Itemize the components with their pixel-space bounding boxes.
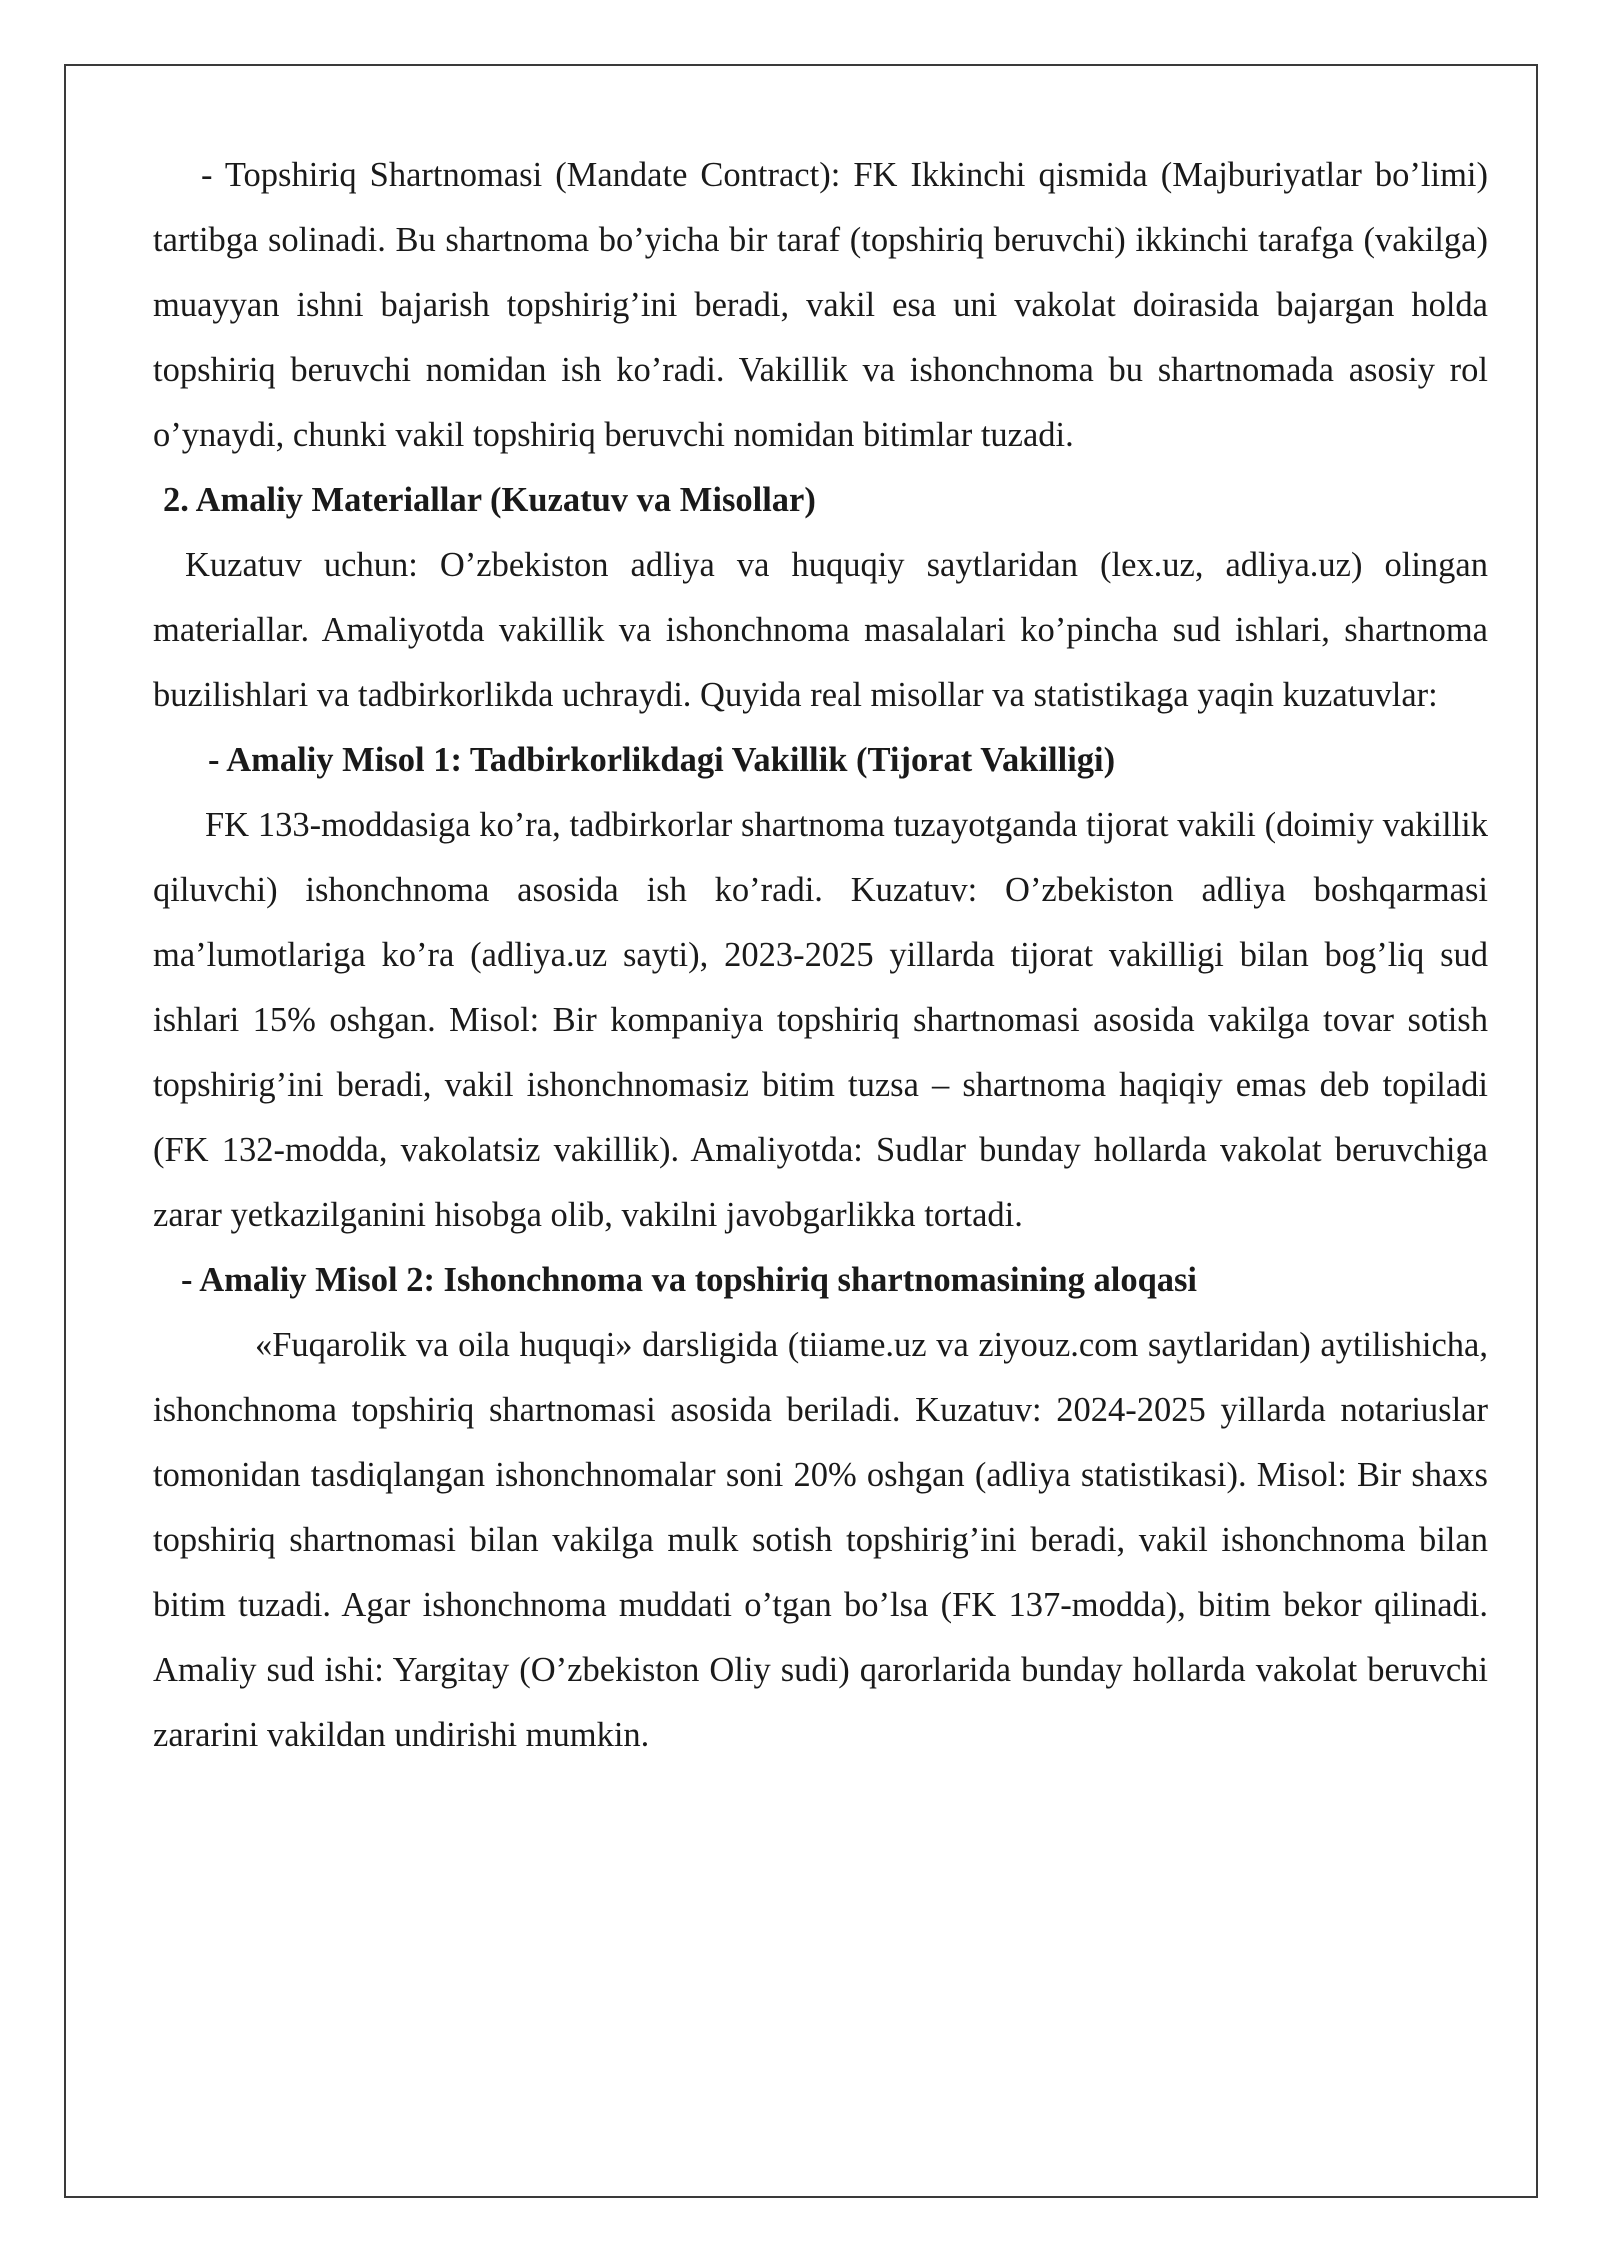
example-2-heading: - Amaliy Misol 2: Ishonchnoma va topshiriq shartnomasining aloqasi [181, 1261, 1198, 1299]
example-1-heading: - Amaliy Misol 1: Tadbirkorlikdagi Vakillik (Tijorat Vakilligi) [208, 741, 1116, 779]
observation-intro-paragraph: Kuzatuv uchun: O’zbekiston adliya va huquqiy saytlaridan (lex.uz, adliya.uz) olingan materiallar. Amaliyotda vakillik va ishonchnoma masalalari ko’pincha sud ishlari, shartnoma buzilishlari va tadbirkorlikda uchraydi. Quyida real misollar va statistikaga yaqin kuzatuvlar: [153, 546, 1488, 714]
example-2-paragraph: «Fuqarolik va oila huquqi» darsligida (tiiame.uz va ziyouz.com saytlaridan) aytilishicha, ishonchnoma topshiriq shartnomasi asosida beriladi. Kuzatuv: 2024-2025 yillarda notariuslar tomonidan tasdiqlangan ishonchnomalar soni 20% oshgan (adliya statistikasi). Misol: Bir shaxs topshiriq shartnomasi bilan vakilga mulk sotish topshirig’ini beradi, vakil ishonchnoma bilan bitim tuzadi. Agar ishonchnoma muddati o’tgan bo’lsa (FK 137-modda), bitim bekor qilinadi. Amaliy sud ishi: Yargitay (O’zbekiston Oliy sudi) qarorlarida bunday hollarda vakolat beruvchi zararini vakildan undirishi mumkin. [153, 1326, 1488, 1754]
document-body [153, 143, 1488, 1768]
mandate-contract-paragraph: - Topshiriq Shartnomasi (Mandate Contract): FK Ikkinchi qismida (Majburiyatlar bo’limi) tartibga solinadi. Bu shartnoma bo’yicha bir taraf (topshiriq beruvchi) ikkinchi tarafga (vakilga) muayyan ishni bajarish topshirig’ini beradi, vakil esa uni vakolat doirasida bajargan holda topshiriq beruvchi nomidan ish ko’radi. Vakillik va ishonchnoma bu shartnomada asosiy rol o’ynaydi, chunki vakil topshiriq beruvchi nomidan bitimlar tuzadi. [153, 156, 1488, 454]
example-1-paragraph: FK 133-moddasiga ko’ra, tadbirkorlar shartnoma tuzayotganda tijorat vakili (doimiy vakillik qiluvchi) ishonchnoma asosida ish ko’radi. Kuzatuv: O’zbekiston adliya boshqarmasi ma’lumotlariga ko’ra (adliya.uz sayti), 2023-2025 yillarda tijorat vakilligi bilan bog’liq sud ishlari 15% oshgan. Misol: Bir kompaniya topshiriq shartnomasi asosida vakilga tovar sotish topshirig’ini beradi, vakil ishonchnomasiz bitim tuzsa – shartnoma haqiqiy emas deb topiladi (FK 132-modda, vakolatsiz vakillik). Amaliyotda: Sudlar bunday hollarda vakolat beruvchiga zarar yetkazilganini hisobga olib, vakilni javobgarlikka tortadi. [153, 806, 1488, 1234]
section-heading-practical-materials: 2. Amaliy Materiallar (Kuzatuv va Misollar) [163, 481, 816, 519]
